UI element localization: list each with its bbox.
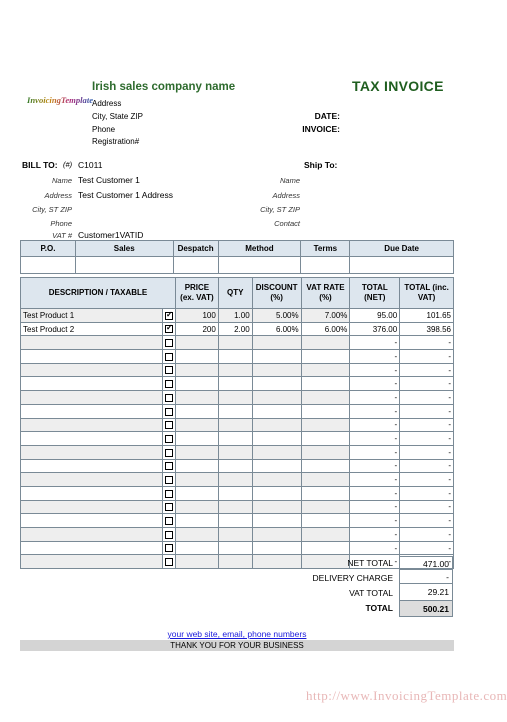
item-total-net: 376.00 (350, 322, 400, 336)
item-total-net: - (350, 541, 400, 555)
net-total-label: NET TOTAL (347, 558, 393, 568)
taxable-checkbox[interactable] (163, 432, 176, 446)
taxable-checkbox[interactable] (163, 486, 176, 500)
item-price[interactable] (176, 432, 219, 446)
item-discount[interactable] (252, 418, 301, 432)
item-total-net: - (350, 473, 400, 487)
sales-header: Sales (75, 241, 173, 257)
despatch-header: Despatch (173, 241, 218, 257)
delivery-charge-label: DELIVERY CHARGE (312, 573, 393, 583)
table-row (21, 528, 454, 542)
price-header: PRICE (ex. VAT) (176, 278, 219, 309)
vat-rate-header: VAT RATE (%) (301, 278, 350, 309)
item-price[interactable] (176, 377, 219, 391)
taxable-checkbox[interactable] (163, 418, 176, 432)
item-vat-rate[interactable] (301, 500, 350, 514)
table-row (21, 459, 454, 473)
item-total-inc-vat: - (400, 350, 454, 364)
table-row (21, 336, 454, 350)
checkbox-icon[interactable] (165, 394, 173, 402)
checkbox-icon[interactable] (165, 408, 173, 416)
table-row (21, 309, 454, 323)
checkbox-icon[interactable] (165, 490, 173, 498)
table-row (21, 363, 454, 377)
item-discount[interactable] (252, 377, 301, 391)
company-address: Address (92, 99, 122, 108)
item-price[interactable] (176, 555, 219, 569)
item-discount[interactable] (252, 486, 301, 500)
item-discount[interactable]: 5.00% (252, 309, 301, 323)
net-total-value: 471.00 (399, 556, 453, 570)
item-description[interactable] (21, 459, 163, 473)
taxable-checkbox[interactable] (163, 555, 176, 569)
item-description[interactable] (21, 555, 163, 569)
table-row (21, 514, 454, 528)
method-header: Method (218, 241, 301, 257)
method-cell[interactable] (218, 257, 301, 274)
checkbox-icon[interactable] (165, 312, 173, 320)
item-total-inc-vat: 398.56 (400, 322, 454, 336)
item-description[interactable] (21, 500, 163, 514)
item-total-net: - (350, 486, 400, 500)
order-info-values-row (21, 257, 454, 274)
item-price[interactable] (176, 528, 219, 542)
taxable-checkbox[interactable] (163, 322, 176, 336)
item-price[interactable] (176, 404, 219, 418)
terms-header: Terms (301, 241, 350, 257)
company-name: Irish sales company name (92, 81, 236, 93)
item-price[interactable] (176, 473, 219, 487)
checkbox-icon[interactable] (165, 531, 173, 539)
table-row (21, 350, 454, 364)
ship-to-label: Ship To: (304, 160, 338, 170)
item-total-inc-vat: - (400, 500, 454, 514)
item-vat-rate[interactable] (301, 391, 350, 405)
item-qty[interactable] (218, 541, 252, 555)
item-description[interactable] (21, 473, 163, 487)
item-description[interactable] (21, 541, 163, 555)
item-description[interactable] (21, 336, 163, 350)
item-description[interactable] (21, 445, 163, 459)
checkbox-icon[interactable] (165, 435, 173, 443)
item-total-net: - (350, 555, 400, 569)
table-row (21, 486, 454, 500)
invoice-title: TAX INVOICE (352, 78, 444, 94)
vat-total-label: VAT TOTAL (349, 588, 393, 598)
due-date-cell[interactable] (350, 257, 454, 274)
bill-to-city-label: City, ST ZIP (32, 205, 72, 214)
checkbox-icon[interactable] (165, 449, 173, 457)
item-price[interactable] (176, 541, 219, 555)
bill-to-address-label: Address (44, 191, 72, 200)
bill-to-id[interactable]: C1011 (78, 160, 103, 170)
qty-header: QTY (218, 278, 252, 309)
item-vat-rate[interactable] (301, 350, 350, 364)
table-row (21, 541, 454, 555)
item-description[interactable] (21, 363, 163, 377)
item-qty[interactable]: 2.00 (218, 322, 252, 336)
bill-to-name[interactable]: Test Customer 1 (78, 175, 140, 185)
item-discount[interactable] (252, 500, 301, 514)
item-total-net: - (350, 445, 400, 459)
taxable-checkbox[interactable] (163, 391, 176, 405)
item-price[interactable] (176, 336, 219, 350)
item-vat-rate[interactable] (301, 486, 350, 500)
item-description[interactable] (21, 528, 163, 542)
table-row (21, 391, 454, 405)
table-row (21, 432, 454, 446)
item-price[interactable] (176, 418, 219, 432)
item-total-net: - (350, 336, 400, 350)
item-qty[interactable] (218, 404, 252, 418)
item-total-inc-vat: - (400, 459, 454, 473)
item-description[interactable] (21, 432, 163, 446)
item-price[interactable] (176, 459, 219, 473)
item-description[interactable] (21, 514, 163, 528)
ship-to-contact-label: Contact (274, 219, 300, 228)
taxable-checkbox[interactable] (163, 459, 176, 473)
taxable-checkbox[interactable] (163, 528, 176, 542)
item-total-net: - (350, 514, 400, 528)
item-qty[interactable] (218, 528, 252, 542)
taxable-checkbox[interactable] (163, 500, 176, 514)
item-price[interactable] (176, 486, 219, 500)
item-price[interactable] (176, 514, 219, 528)
taxable-checkbox[interactable] (163, 445, 176, 459)
item-vat-rate[interactable] (301, 404, 350, 418)
item-total-net: - (350, 363, 400, 377)
item-total-inc-vat: - (400, 555, 454, 569)
item-total-inc-vat: - (400, 432, 454, 446)
item-total-net: - (350, 350, 400, 364)
item-vat-rate[interactable] (301, 432, 350, 446)
company-phone: Phone (92, 125, 116, 134)
ship-to-city-label: City, ST ZIP (260, 205, 300, 214)
item-vat-rate[interactable] (301, 541, 350, 555)
item-description[interactable] (21, 377, 163, 391)
item-qty[interactable] (218, 391, 252, 405)
grand-total-value: 500.21 (399, 601, 453, 617)
total-inc-vat-header: TOTAL (inc. VAT) (400, 278, 454, 309)
item-qty[interactable] (218, 555, 252, 569)
checkbox-icon[interactable] (165, 339, 173, 347)
item-vat-rate[interactable]: 6.00% (301, 322, 350, 336)
item-total-net: - (350, 459, 400, 473)
item-description[interactable]: Test Product 1 (21, 309, 163, 323)
taxable-checkbox[interactable] (163, 336, 176, 350)
item-discount[interactable] (252, 432, 301, 446)
bill-to-phone-label: Phone (50, 219, 72, 228)
checkbox-icon[interactable] (165, 353, 173, 361)
table-row (21, 418, 454, 432)
taxable-checkbox[interactable] (163, 473, 176, 487)
checkbox-icon[interactable] (165, 503, 173, 511)
invoice-number-label: INVOICE: (302, 124, 340, 134)
item-price[interactable]: 200 (176, 322, 219, 336)
item-discount[interactable] (252, 459, 301, 473)
item-description[interactable] (21, 391, 163, 405)
taxable-checkbox[interactable] (163, 514, 176, 528)
bill-to-name-label: Name (51, 176, 72, 185)
item-total-inc-vat: 101.65 (400, 309, 454, 323)
item-total-inc-vat: - (400, 486, 454, 500)
item-total-inc-vat: - (400, 418, 454, 432)
item-total-net: - (350, 404, 400, 418)
ship-to-name-label: Name (279, 176, 300, 185)
item-total-inc-vat: - (400, 541, 454, 555)
checkbox-icon[interactable] (165, 380, 173, 388)
svg-text:InvoicingTemplate: InvoicingTemplate (27, 95, 94, 105)
item-discount[interactable]: 6.00% (252, 322, 301, 336)
checkbox-icon[interactable] (165, 462, 173, 470)
taxable-checkbox[interactable] (163, 350, 176, 364)
table-row (21, 322, 454, 336)
item-discount[interactable] (252, 404, 301, 418)
item-qty[interactable] (218, 445, 252, 459)
sales-cell[interactable] (75, 257, 173, 274)
item-discount[interactable] (252, 391, 301, 405)
company-registration: Registration# (92, 137, 140, 146)
item-vat-rate[interactable] (301, 377, 350, 391)
despatch-cell[interactable] (173, 257, 218, 274)
po-cell[interactable] (21, 257, 76, 274)
bill-to-address[interactable]: Test Customer 1 Address (78, 190, 173, 200)
discount-header: DISCOUNT (%) (252, 278, 301, 309)
item-description[interactable] (21, 418, 163, 432)
order-info-table (20, 240, 454, 274)
table-row (21, 445, 454, 459)
date-label: DATE: (314, 111, 340, 121)
bill-to-id-label: (#) (63, 160, 73, 169)
item-qty[interactable]: 1.00 (218, 309, 252, 323)
item-total-inc-vat: - (400, 528, 454, 542)
item-total-inc-vat: - (400, 445, 454, 459)
bill-to-vat-label: VAT # (52, 231, 72, 240)
item-vat-rate[interactable] (301, 473, 350, 487)
thank-you-banner: THANK YOU FOR YOUR BUSINESS (20, 640, 454, 651)
grand-total-label: TOTAL (365, 603, 393, 613)
checkbox-icon[interactable] (165, 517, 173, 525)
item-total-net: 95.00 (350, 309, 400, 323)
item-discount[interactable] (252, 514, 301, 528)
item-price[interactable]: 100 (176, 309, 219, 323)
item-total-inc-vat: - (400, 391, 454, 405)
item-vat-rate[interactable] (301, 459, 350, 473)
table-row (21, 500, 454, 514)
item-qty[interactable] (218, 432, 252, 446)
item-total-net: - (350, 528, 400, 542)
checkbox-icon[interactable] (165, 366, 173, 374)
delivery-charge-value[interactable]: - (399, 570, 453, 584)
item-price[interactable] (176, 391, 219, 405)
item-vat-rate[interactable]: 7.00% (301, 309, 350, 323)
total-net-header: TOTAL (NET) (350, 278, 400, 309)
ship-to-address-label: Address (272, 191, 300, 200)
vat-total-value: 29.21 (399, 584, 453, 601)
company-logo (26, 90, 94, 112)
taxable-checkbox[interactable] (163, 404, 176, 418)
table-row (21, 473, 454, 487)
item-discount[interactable] (252, 445, 301, 459)
table-row (21, 404, 454, 418)
line-items-table (20, 277, 454, 569)
description-header: DESCRIPTION / TAXABLE (21, 278, 176, 309)
item-vat-rate[interactable] (301, 363, 350, 377)
item-price[interactable] (176, 350, 219, 364)
item-discount[interactable] (252, 363, 301, 377)
item-price[interactable] (176, 363, 219, 377)
item-price[interactable] (176, 500, 219, 514)
item-qty[interactable] (218, 363, 252, 377)
line-items-header-row (21, 278, 454, 309)
item-price[interactable] (176, 445, 219, 459)
item-qty[interactable] (218, 486, 252, 500)
item-qty[interactable] (218, 459, 252, 473)
checkbox-icon[interactable] (165, 544, 173, 552)
item-total-net: - (350, 418, 400, 432)
item-vat-rate[interactable] (301, 336, 350, 350)
terms-cell[interactable] (301, 257, 350, 274)
item-total-inc-vat: - (400, 473, 454, 487)
item-vat-rate[interactable] (301, 528, 350, 542)
table-row (21, 377, 454, 391)
taxable-checkbox[interactable] (163, 363, 176, 377)
bill-to-vat[interactable]: Customer1VATID (78, 230, 144, 240)
item-description[interactable]: Test Product 2 (21, 322, 163, 336)
item-description[interactable] (21, 350, 163, 364)
checkbox-icon[interactable] (165, 558, 173, 566)
po-header: P.O. (21, 241, 76, 257)
item-discount[interactable] (252, 336, 301, 350)
taxable-checkbox[interactable] (163, 377, 176, 391)
item-total-inc-vat: - (400, 377, 454, 391)
taxable-checkbox[interactable] (163, 309, 176, 323)
item-total-net: - (350, 391, 400, 405)
company-city: City, State ZIP (92, 112, 143, 121)
item-qty[interactable] (218, 418, 252, 432)
item-qty[interactable] (218, 514, 252, 528)
item-qty[interactable] (218, 500, 252, 514)
item-total-inc-vat: - (400, 336, 454, 350)
item-discount[interactable] (252, 350, 301, 364)
checkbox-icon[interactable] (165, 421, 173, 429)
item-vat-rate[interactable] (301, 418, 350, 432)
item-description[interactable] (21, 486, 163, 500)
item-total-net: - (350, 432, 400, 446)
order-info-header-row (21, 241, 454, 257)
item-vat-rate[interactable] (301, 514, 350, 528)
item-description[interactable] (21, 404, 163, 418)
item-discount[interactable] (252, 473, 301, 487)
item-discount[interactable] (252, 528, 301, 542)
item-qty[interactable] (218, 336, 252, 350)
item-qty[interactable] (218, 473, 252, 487)
taxable-checkbox[interactable] (163, 541, 176, 555)
item-total-inc-vat: - (400, 404, 454, 418)
item-total-inc-vat: - (400, 514, 454, 528)
item-discount[interactable] (252, 541, 301, 555)
bill-to-label: BILL TO: (22, 160, 58, 170)
item-total-net: - (350, 377, 400, 391)
item-total-inc-vat: - (400, 363, 454, 377)
checkbox-icon[interactable] (165, 325, 173, 333)
item-total-net: - (350, 500, 400, 514)
due-date-header: Due Date (350, 241, 454, 257)
item-vat-rate[interactable] (301, 445, 350, 459)
website-link[interactable]: your web site, email, phone numbers (167, 629, 307, 639)
checkbox-icon[interactable] (165, 476, 173, 484)
watermark: http://www.InvoicingTemplate.com (306, 688, 507, 703)
item-qty[interactable] (218, 350, 252, 364)
item-qty[interactable] (218, 377, 252, 391)
